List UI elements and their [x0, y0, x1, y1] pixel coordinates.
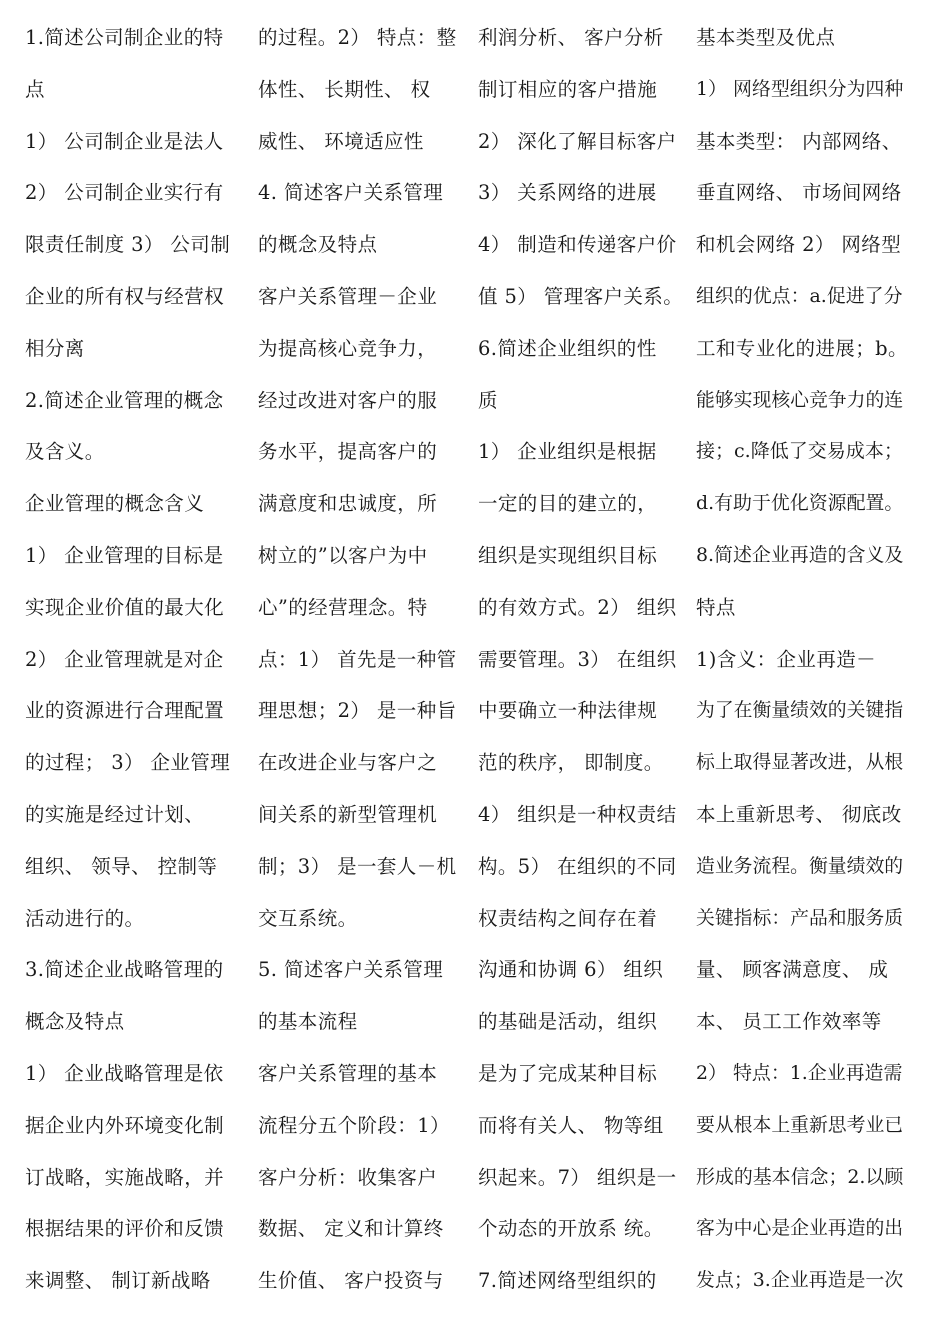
text-line: 树立的”以客户为中	[258, 543, 428, 567]
text-line: 1） 企业组织是根据	[478, 440, 657, 464]
text-line: 点	[25, 77, 45, 101]
text-line: 3） 关系网络的进展	[478, 181, 657, 205]
text-line: 数据、 定义和计算终	[258, 1217, 444, 1241]
text-line: 企业管理的概念含义	[25, 492, 205, 516]
text-line: 组织是实现组织目标	[478, 543, 658, 567]
text-line: 范的秩序， 即制度。	[478, 751, 664, 775]
text-line: 经过改进对客户的服	[258, 388, 438, 412]
text-column-1	[25, 12, 241, 1307]
text-line: 2.简述企业管理的概念	[25, 388, 224, 412]
text-line: 交互系统。	[258, 906, 358, 930]
text-line: 体性、 长期性、 权	[258, 77, 431, 101]
text-line: 7.简述网络型组织的	[478, 1269, 657, 1293]
text-line: 3.简述企业战略管理的	[25, 958, 224, 982]
text-column-2	[258, 12, 474, 1307]
text-line: 1） 企业管理的目标是	[25, 543, 224, 567]
text-line: 8.简述企业再造的含义及	[696, 543, 904, 566]
text-line: 基本类型： 内部网络、	[696, 129, 902, 153]
text-line: 活动进行的。	[25, 906, 145, 930]
text-line: 生价值、 客户投资与	[258, 1269, 444, 1293]
text-line: 发点；3.企业再造是一次	[696, 1269, 904, 1292]
text-line: 质	[478, 388, 498, 412]
text-line: 1.简述公司制企业的特	[25, 26, 224, 49]
text-line: 来调整、 制订新战略	[25, 1269, 211, 1293]
text-line: 流程分五个阶段：1）	[258, 1113, 450, 1137]
text-line: 在改进企业与客户之	[258, 751, 438, 775]
text-line: 1)含义：企业再造－	[696, 647, 877, 671]
text-line: 一定的目的建立的，	[478, 492, 658, 516]
text-line: 订战略，实施战略，并	[25, 1165, 225, 1189]
text-line: 理思想；2） 是一种旨	[258, 699, 457, 723]
text-line: d.有助于优化资源配置。	[696, 492, 904, 515]
text-line: 威性、 环境适应性	[258, 129, 424, 153]
text-line: 的过程。2） 特点：整	[258, 26, 457, 49]
text-line: 满意度和忠诚度，所	[258, 492, 438, 516]
text-line: 本、 员工工作效率等	[696, 1010, 882, 1034]
text-line: 点：1） 首先是一种管	[258, 647, 457, 671]
text-line: 2） 深化了解目标客户	[478, 129, 677, 153]
text-line: 利润分析、 客户分析	[478, 26, 664, 49]
text-line: 心”的经营理念。特	[258, 595, 428, 619]
text-line: 特点	[696, 595, 736, 619]
text-line: 构。5） 在组织的不同	[478, 854, 677, 878]
text-line: 2） 公司制企业实行有	[25, 181, 224, 205]
text-line: 基本类型及优点	[696, 26, 836, 49]
text-line: 组织的优点：a.促进了分	[696, 284, 903, 307]
text-line: 和机会网络 2） 网络型	[696, 233, 902, 257]
text-line: 间关系的新型管理机	[258, 802, 438, 826]
text-line: 垂直网络、 市场间网络	[696, 181, 902, 205]
text-line: 据企业内外环境变化制	[25, 1113, 225, 1137]
text-line: 1） 企业战略管理是依	[25, 1061, 224, 1085]
text-line: 而将有关人、 物等组	[478, 1113, 664, 1137]
text-line: 4. 简述客户关系管理	[258, 181, 444, 205]
text-line: 相分离	[25, 336, 85, 360]
text-line: 的基本流程	[258, 1010, 358, 1034]
text-line: 量、 顾客满意度、 成	[696, 958, 889, 982]
text-column-3	[478, 12, 694, 1307]
text-line: 2） 企业管理就是对企	[25, 647, 224, 671]
text-line: 概念及特点	[25, 1010, 125, 1034]
text-line: 为了在衡量绩效的关键指	[696, 700, 904, 722]
text-line: 5. 简述客户关系管理	[258, 958, 444, 982]
text-line: 4） 组织是一种权责结	[478, 802, 677, 826]
text-line: 中要确立一种法律规	[478, 699, 658, 723]
text-line: 权责结构之间存在着	[478, 906, 658, 930]
text-line: 要从根本上重新思考业已	[696, 1114, 904, 1136]
text-line: 1） 网络型组织分为四种	[696, 77, 904, 100]
text-line: 业的资源进行合理配置	[25, 699, 225, 723]
text-line: 沟通和协调 6） 组织	[478, 958, 664, 982]
text-line: 本上重新思考、 彻底改	[696, 802, 902, 826]
text-line: 客为中心是企业再造的出	[696, 1218, 904, 1240]
text-line: 实现企业价值的最大化	[25, 595, 225, 619]
text-line: 务水平，提高客户的	[258, 440, 438, 464]
text-line: 值 5） 管理客户关系。	[478, 284, 684, 308]
text-line: 工和专业化的进展；b。	[696, 336, 908, 360]
text-line: 的有效方式。2） 组织	[478, 595, 677, 619]
text-line: 标上取得显著改进，从根	[696, 752, 904, 774]
text-line: 个动态的开放系 统。	[478, 1217, 664, 1241]
text-line: 组织、 领导、 控制等	[25, 854, 218, 878]
text-line: 4） 制造和传递客户价	[478, 233, 677, 257]
text-line: 能够实现核心竞争力的连	[696, 389, 904, 411]
text-line: 制订相应的客户措施	[478, 77, 658, 101]
text-line: 形成的基本信念；2.以顾	[696, 1165, 904, 1188]
text-line: 的基础是活动，组织	[478, 1010, 658, 1034]
text-line: 及含义。	[25, 440, 105, 464]
text-line: 根据结果的评价和反馈	[25, 1217, 225, 1241]
text-line: 6.简述企业组织的性	[478, 336, 657, 360]
text-line: 2） 特点：1.企业再造需	[696, 1061, 903, 1084]
text-line: 客户分析：收集客户	[258, 1165, 438, 1189]
text-line: 织起来。7） 组织是一	[478, 1165, 677, 1189]
text-line: 客户关系管理－企业	[258, 284, 438, 308]
text-line: 客户关系管理的基本	[258, 1061, 438, 1085]
text-line: 企业的所有权与经营权	[25, 284, 225, 308]
text-line: 的过程； 3） 企业管理	[25, 751, 231, 775]
text-column-4	[696, 12, 912, 1307]
text-line: 1） 公司制企业是法人	[25, 129, 224, 153]
text-line: 制；3） 是一套人－机	[258, 854, 457, 878]
text-line: 接；c.降低了交易成本；	[696, 440, 903, 463]
text-line: 的概念及特点	[258, 233, 378, 257]
text-line: 的实施是经过计划、	[25, 802, 205, 826]
text-line: 为提高核心竞争力，	[258, 336, 438, 360]
text-line: 关键指标：产品和服务质	[696, 907, 904, 929]
text-line: 是为了完成某种目标	[478, 1061, 658, 1085]
text-line: 限责任制度 3） 公司制	[25, 233, 231, 257]
text-line: 造业务流程。衡量绩效的	[696, 855, 904, 877]
text-line: 需要管理。3） 在组织	[478, 647, 677, 671]
